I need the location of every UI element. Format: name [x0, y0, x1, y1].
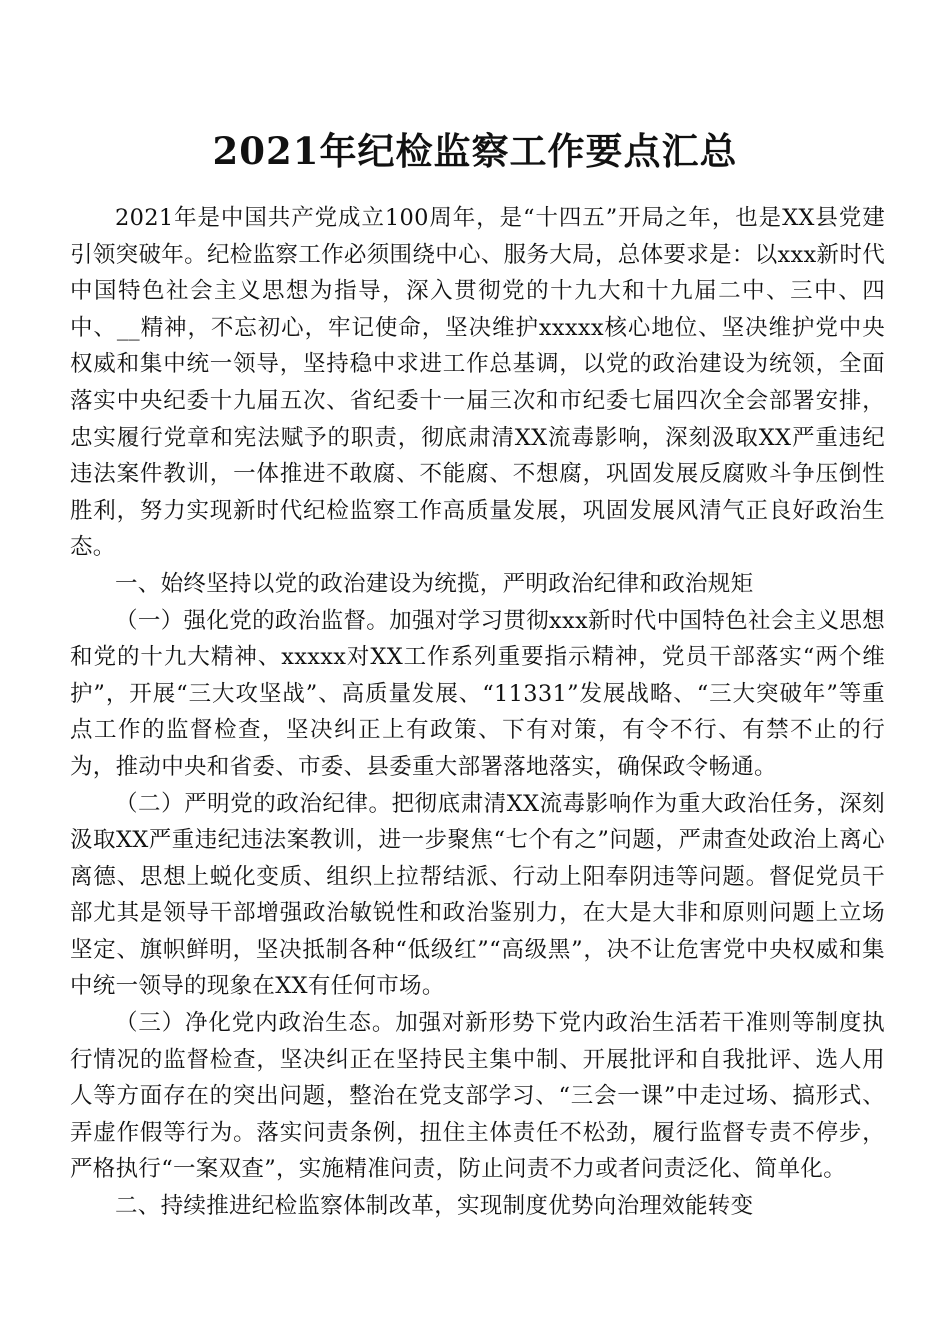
document-title: 2021年纪检监察工作要点汇总 — [212, 128, 738, 173]
document-body — [70, 200, 885, 1225]
subsection-paragraph-3: （三）净化党内政治生态。加强对新形势下党内政治生活若干准则等制度执行情况的监督检查，坚决纠正在坚持民主集中制、开展批评和自我批评、选人用人等方面存在的突出问题，整治在党支部学习、“三会一课”中走过场、搞形式、弄虚作假等行为。落实问责条例，扭住主体责任不松劲，履行监督专责不停步，严格执行“一案双查”，实施精准问责，防止问责不力或者问责泛化、简单化。 — [70, 1010, 885, 1183]
subsection-paragraph-1: （一）强化党的政治监督。加强对学习贯彻xxx新时代中国特色社会主义思想和党的十九大精神、xxxxx对XX工作系列重要指示精神，党员干部落实“两个维护”，开展“三大攻坚战”、高质量发展、“11331”发展战略、“三大突破年”等重点工作的监督检查，坚决纠正上有政策、下有对策，有令不行、有禁不止的行为，推动中央和省委、市委、县委重大部署落地落实，确保政令畅通。 — [70, 607, 885, 780]
section-heading-2: 二、持续推进纪检监察体制改革，实现制度优势向治理效能转变 — [115, 1193, 754, 1220]
subsection-paragraph-2: （二）严明党的政治纪律。把彻底肃清XX流毒影响作为重大政治任务，深刻汲取XX严重违纪违法案教训，进一步聚焦“七个有之”问题，严肃查处政治上离心离德、思想上蜕化变质、组织上拉帮结派、行动上阳奉阴违等问题。督促党员干部尤其是领导干部增强政治敏锐性和政治鉴别力，在大是大非和原则问题上立场坚定、旗帜鲜明，坚决抵制各种“低级红”“高级黑”，决不让危害党中央权威和集中统一领导的现象在XX有任何市场。 — [70, 790, 885, 1000]
intro-paragraph: 2021年是中国共产党成立100周年，是“十四五”开局之年，也是XX县党建引领突破年。纪检监察工作必须围绕中心、服务大局，总体要求是：以xxx新时代中国特色社会主义思想为指导，深入贯彻党的十九大和十九届二中、三中、四中、__精神，不忘初心，牢记使命，坚决维护xxxxx核心地位、坚决维护党中央权威和集中统一领导，坚持稳中求进工作总基调，以党的政治建设为统领，全面落实中央纪委十九届五次、省纪委十一届三次和市纪委七届四次全会部署安排，忠实履行党章和宪法赋予的职责，彻底肃清XX流毒影响，深刻汲取XX严重违纪违法案件教训，一体推进不敢腐、不能腐、不想腐，巩固发展反腐败斗争压倒性胜利，努力实现新时代纪检监察工作高质量发展，巩固发展风清气正良好政治生态。 — [70, 205, 885, 561]
section-heading-1: 一、始终坚持以党的政治建设为统揽，严明政治纪律和政治规矩 — [115, 570, 754, 597]
